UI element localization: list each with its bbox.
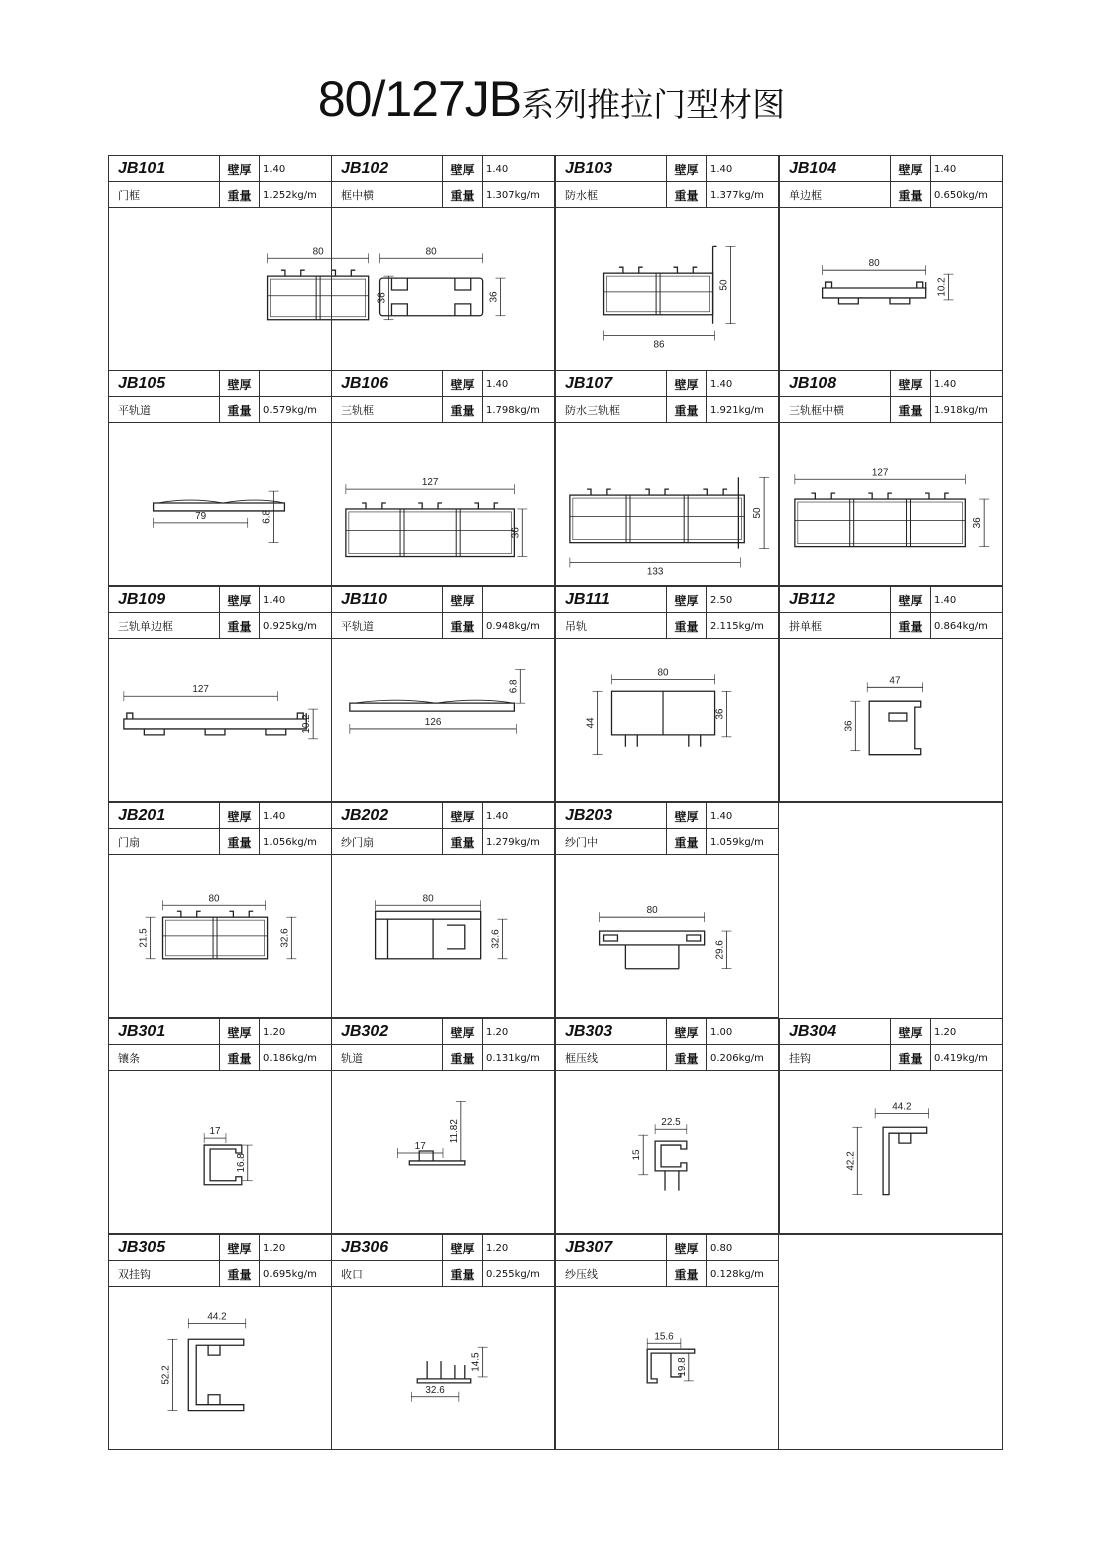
profile-code: JB304 (780, 1019, 891, 1045)
title-description: 系列推拉门型材图 (521, 85, 786, 124)
profile-header-row (780, 156, 1002, 182)
profile-cross-section-drawing (556, 1071, 778, 1235)
weight-value: 1.921kg/m (710, 404, 764, 416)
dimension-label: 86 (653, 339, 665, 351)
profile-code: JB107 (556, 371, 667, 397)
dimension-label: 127 (421, 477, 439, 489)
dimension-label: 10.2 (936, 277, 948, 297)
profile-info-row (109, 397, 331, 423)
dimension-label: 47 (889, 675, 901, 687)
profile-name: 轨道 (332, 1045, 443, 1071)
profile-card (555, 1234, 779, 1450)
profile-cross-section-drawing (109, 208, 388, 372)
profile-header-row (556, 156, 778, 182)
weight-label: 重量 (667, 829, 707, 855)
dimension-label: 50 (718, 279, 730, 291)
dimension-label: 22.5 (661, 1117, 681, 1129)
profile-code: JB110 (332, 587, 443, 613)
weight-value: 1.918kg/m (934, 404, 988, 416)
profile-code: JB102 (332, 156, 443, 182)
profile-cross-section-drawing (556, 855, 778, 1019)
dimension-label: 6.8 (508, 679, 520, 694)
profile-name: 镶条 (109, 1045, 220, 1071)
profile-code: JB103 (556, 156, 667, 182)
thickness-value: 1.00 (710, 1026, 733, 1038)
profile-cross-section-drawing (780, 1071, 1002, 1235)
profile-cross-section-drawing (109, 1071, 331, 1235)
thickness-label: 壁厚 (891, 587, 931, 613)
profile-header-row (332, 371, 554, 397)
profile-name: 防水框 (556, 182, 667, 208)
profile-name: 收口 (332, 1261, 443, 1287)
profile-card (108, 1234, 332, 1450)
dimension-label: 36 (714, 708, 726, 720)
thickness-label: 壁厚 (220, 1019, 260, 1045)
profile-cross-section-drawing (780, 639, 1002, 803)
dimension-label: 11.82 (448, 1119, 460, 1144)
thickness-label: 壁厚 (220, 1235, 260, 1261)
profile-header-row (332, 1019, 554, 1045)
profile-header-row (556, 1019, 778, 1045)
thickness-label: 壁厚 (220, 803, 260, 829)
thickness-label: 壁厚 (667, 1019, 707, 1045)
profile-header-row (109, 371, 331, 397)
dimension-label: 80 (208, 893, 220, 905)
profile-name: 单边框 (780, 182, 891, 208)
thickness-value: 1.20 (486, 1026, 509, 1038)
thickness-value: 1.40 (486, 163, 509, 175)
profile-card (331, 155, 555, 371)
profile-cross-section-drawing (556, 1287, 778, 1451)
profile-cross-section-drawing (332, 1287, 554, 1451)
profile-card (331, 370, 555, 586)
dimension-label: 80 (425, 246, 437, 258)
profile-info-row (780, 397, 1002, 423)
dimension-label: 50 (752, 507, 764, 519)
profile-name: 防水三轨框 (556, 397, 667, 423)
profile-header-row (332, 1235, 554, 1261)
profile-cross-section-drawing (332, 208, 554, 372)
profile-header-row (332, 803, 554, 829)
profile-card (108, 802, 332, 1018)
weight-value: 0.186kg/m (263, 1052, 317, 1064)
dimension-label: 15.6 (654, 1331, 674, 1343)
profile-name: 框中横 (332, 182, 443, 208)
dimension-label: 29.6 (714, 940, 726, 960)
profile-info-row (556, 829, 778, 855)
profile-header-row (109, 156, 331, 182)
profile-cross-section-drawing (556, 208, 778, 372)
profile-card (331, 586, 555, 802)
profile-name: 纱压线 (556, 1261, 667, 1287)
weight-value: 1.059kg/m (710, 836, 764, 848)
profile-code: JB303 (556, 1019, 667, 1045)
thickness-value: 1.40 (710, 378, 733, 390)
dimension-label: 133 (646, 566, 664, 578)
profile-code: JB307 (556, 1235, 667, 1261)
dimension-label: 44 (585, 717, 597, 729)
thickness-value: 2.50 (710, 594, 733, 606)
thickness-value: 1.40 (934, 163, 957, 175)
dimension-label: 127 (192, 684, 209, 696)
profile-header-row (109, 1019, 331, 1045)
profile-code: JB305 (109, 1235, 220, 1261)
profile-header-row (556, 1235, 778, 1261)
profile-cross-section-drawing (332, 855, 554, 1019)
weight-label: 重量 (220, 397, 260, 423)
profile-info-row (109, 182, 331, 208)
thickness-value (260, 371, 333, 397)
thickness-label: 壁厚 (667, 587, 707, 613)
profile-name: 拼单框 (780, 613, 891, 639)
profile-name: 双挂钩 (109, 1261, 220, 1287)
thickness-value: 0.80 (710, 1242, 733, 1254)
dimension-label: 80 (868, 258, 880, 270)
weight-value: 1.056kg/m (263, 836, 317, 848)
profile-info-row (332, 397, 554, 423)
profile-code: JB202 (332, 803, 443, 829)
profile-name: 平轨道 (109, 397, 220, 423)
dimension-label: 80 (422, 893, 434, 905)
thickness-label: 壁厚 (891, 156, 931, 182)
thickness-label: 壁厚 (667, 803, 707, 829)
weight-value: 0.579kg/m (263, 404, 317, 416)
dimension-label: 80 (657, 667, 669, 679)
profile-card (555, 1018, 779, 1234)
dimension-label: 44.2 (892, 1101, 912, 1113)
dimension-label: 32.6 (279, 928, 291, 948)
weight-label: 重量 (891, 1045, 931, 1071)
profile-code: JB201 (109, 803, 220, 829)
thickness-value: 1.20 (263, 1242, 286, 1254)
weight-label: 重量 (443, 613, 483, 639)
thickness-value: 1.20 (486, 1242, 509, 1254)
profile-info-row (109, 613, 331, 639)
thickness-label: 壁厚 (667, 1235, 707, 1261)
profile-info-row (109, 1261, 331, 1287)
thickness-value: 1.40 (486, 810, 509, 822)
profile-info-row (332, 182, 554, 208)
profile-cross-section-drawing (556, 423, 778, 587)
profile-info-row (556, 1045, 778, 1071)
profile-card (779, 370, 1003, 586)
profile-cross-section-drawing (780, 208, 1002, 372)
profile-card (779, 1018, 1003, 1234)
profile-card (108, 370, 332, 586)
profile-header-row (556, 803, 778, 829)
profile-name: 挂钩 (780, 1045, 891, 1071)
thickness-value (483, 587, 556, 613)
weight-value: 0.128kg/m (710, 1268, 764, 1280)
dimension-label: 32.6 (490, 929, 502, 949)
profile-code: JB106 (332, 371, 443, 397)
weight-label: 重量 (443, 397, 483, 423)
thickness-value: 1.40 (263, 163, 286, 175)
weight-value: 1.798kg/m (486, 404, 540, 416)
profile-info-row (332, 829, 554, 855)
profile-header-row (780, 587, 1002, 613)
thickness-label: 壁厚 (443, 1235, 483, 1261)
thickness-label: 壁厚 (891, 371, 931, 397)
weight-label: 重量 (891, 182, 931, 208)
weight-label: 重量 (667, 1261, 707, 1287)
dimension-label: 42.2 (845, 1151, 857, 1171)
weight-value: 0.206kg/m (710, 1052, 764, 1064)
weight-label: 重量 (891, 613, 931, 639)
profile-info-row (556, 397, 778, 423)
thickness-label: 壁厚 (667, 156, 707, 182)
weight-value: 1.377kg/m (710, 189, 764, 201)
profile-code: JB301 (109, 1019, 220, 1045)
profile-code: JB112 (780, 587, 891, 613)
profile-header-row (332, 156, 554, 182)
weight-value: 0.864kg/m (934, 620, 988, 632)
thickness-label: 壁厚 (220, 587, 260, 613)
profile-card (331, 1234, 555, 1450)
profile-card (331, 1018, 555, 1234)
weight-value: 1.307kg/m (486, 189, 540, 201)
profile-name: 三轨框 (332, 397, 443, 423)
weight-label: 重量 (667, 397, 707, 423)
dimension-label: 19.8 (676, 1357, 688, 1377)
dimension-label: 79 (195, 510, 207, 522)
thickness-value: 1.40 (934, 594, 957, 606)
profile-header-row (109, 587, 331, 613)
empty-cell (779, 1234, 1003, 1450)
profile-cross-section-drawing (332, 1071, 554, 1235)
weight-label: 重量 (443, 829, 483, 855)
dimension-label: 127 (871, 467, 889, 479)
dimension-label: 16.8 (235, 1153, 247, 1173)
dimension-label: 14.5 (470, 1352, 482, 1372)
dimension-label: 6.8 (261, 510, 273, 524)
page-title (0, 70, 1103, 128)
thickness-label: 壁厚 (443, 803, 483, 829)
thickness-label: 壁厚 (220, 371, 260, 397)
profile-code: JB109 (109, 587, 220, 613)
dimension-label: 15 (631, 1149, 643, 1161)
profile-info-row (556, 182, 778, 208)
dimension-label: 36 (376, 292, 388, 304)
profile-header-row (556, 371, 778, 397)
weight-value: 0.948kg/m (486, 620, 540, 632)
profile-card (555, 586, 779, 802)
profile-code: JB302 (332, 1019, 443, 1045)
profile-header-row (556, 587, 778, 613)
profile-cross-section-drawing (109, 423, 331, 587)
profile-name: 三轨单边框 (109, 613, 220, 639)
weight-value: 0.695kg/m (263, 1268, 317, 1280)
profile-info-row (780, 613, 1002, 639)
profile-info-row (780, 182, 1002, 208)
dimension-label: 36 (488, 291, 500, 303)
profile-code: JB104 (780, 156, 891, 182)
thickness-label: 壁厚 (443, 371, 483, 397)
thickness-value: 1.40 (263, 594, 286, 606)
weight-label: 重量 (443, 182, 483, 208)
profile-info-row (556, 613, 778, 639)
profile-name: 门框 (109, 182, 220, 208)
profile-name: 纱门扇 (332, 829, 443, 855)
weight-label: 重量 (220, 182, 260, 208)
profile-name: 框压线 (556, 1045, 667, 1071)
profile-catalog-grid (108, 155, 1003, 1453)
weight-label: 重量 (443, 1045, 483, 1071)
profile-name: 门扇 (109, 829, 220, 855)
dimension-label: 36 (843, 720, 855, 732)
dimension-label: 52.2 (160, 1365, 172, 1385)
thickness-label: 壁厚 (891, 1019, 931, 1045)
profile-header-row (332, 587, 554, 613)
dimension-label: 44.2 (207, 1311, 227, 1323)
profile-cross-section-drawing (109, 639, 331, 803)
profile-info-row (332, 1045, 554, 1071)
weight-label: 重量 (443, 1261, 483, 1287)
weight-label: 重量 (220, 1045, 260, 1071)
profile-code: JB111 (556, 587, 667, 613)
dimension-label: 126 (424, 716, 442, 728)
profile-info-row (332, 1261, 554, 1287)
profile-code: JB101 (109, 156, 220, 182)
weight-label: 重量 (891, 397, 931, 423)
profile-code: JB306 (332, 1235, 443, 1261)
profile-header-row (780, 371, 1002, 397)
profile-name: 纱门中 (556, 829, 667, 855)
profile-info-row (109, 829, 331, 855)
profile-header-row (780, 1019, 1002, 1045)
dimension-label: 17 (209, 1126, 221, 1138)
thickness-value: 1.40 (710, 810, 733, 822)
dimension-label: 80 (312, 246, 324, 258)
title-series-code: 80/127JB (317, 71, 522, 127)
profile-name: 平轨道 (332, 613, 443, 639)
weight-value: 1.252kg/m (263, 189, 317, 201)
thickness-label: 壁厚 (443, 156, 483, 182)
profile-cross-section-drawing (109, 855, 331, 1019)
dimension-label: 80 (646, 905, 658, 917)
thickness-value: 1.20 (934, 1026, 957, 1038)
dimension-label: 36 (510, 527, 522, 539)
profile-card (331, 802, 555, 1018)
thickness-label: 壁厚 (667, 371, 707, 397)
weight-label: 重量 (220, 1261, 260, 1287)
dimension-label: 21.5 (138, 928, 150, 948)
dimension-label: 32.6 (425, 1384, 445, 1396)
thickness-value: 1.40 (486, 378, 509, 390)
profile-name: 三轨框中横 (780, 397, 891, 423)
profile-cross-section-drawing (780, 423, 1002, 587)
dimension-label: 10.2 (301, 714, 313, 734)
profile-card (108, 1018, 332, 1234)
profile-code: JB105 (109, 371, 220, 397)
weight-value: 0.131kg/m (486, 1052, 540, 1064)
weight-value: 2.115kg/m (710, 620, 764, 632)
profile-cross-section-drawing (332, 423, 554, 587)
weight-label: 重量 (667, 1045, 707, 1071)
profile-info-row (109, 1045, 331, 1071)
thickness-value: 1.20 (263, 1026, 286, 1038)
thickness-label: 壁厚 (443, 1019, 483, 1045)
weight-label: 重量 (220, 613, 260, 639)
weight-value: 0.650kg/m (934, 189, 988, 201)
profile-name: 吊轨 (556, 613, 667, 639)
weight-value: 0.419kg/m (934, 1052, 988, 1064)
dimension-label: 17 (414, 1141, 426, 1153)
profile-card (555, 802, 779, 1018)
profile-header-row (109, 803, 331, 829)
profile-card (555, 155, 779, 371)
empty-cell (779, 802, 1003, 1018)
profile-info-row (332, 613, 554, 639)
thickness-value: 1.40 (934, 378, 957, 390)
profile-card (779, 155, 1003, 371)
weight-label: 重量 (220, 829, 260, 855)
weight-label: 重量 (667, 182, 707, 208)
thickness-value: 1.40 (710, 163, 733, 175)
profile-cross-section-drawing (556, 639, 778, 803)
profile-info-row (780, 1045, 1002, 1071)
weight-value: 0.255kg/m (486, 1268, 540, 1280)
profile-cross-section-drawing (109, 1287, 331, 1451)
profile-card (108, 586, 332, 802)
profile-card (779, 586, 1003, 802)
profile-cross-section-drawing (332, 639, 554, 803)
profile-card (555, 370, 779, 586)
thickness-value: 1.40 (263, 810, 286, 822)
profile-code: JB108 (780, 371, 891, 397)
weight-value: 0.925kg/m (263, 620, 317, 632)
thickness-label: 壁厚 (220, 156, 260, 182)
thickness-label: 壁厚 (443, 587, 483, 613)
dimension-label: 36 (972, 517, 984, 529)
profile-header-row (109, 1235, 331, 1261)
profile-code: JB203 (556, 803, 667, 829)
profile-info-row (556, 1261, 778, 1287)
weight-value: 1.279kg/m (486, 836, 540, 848)
weight-label: 重量 (667, 613, 707, 639)
